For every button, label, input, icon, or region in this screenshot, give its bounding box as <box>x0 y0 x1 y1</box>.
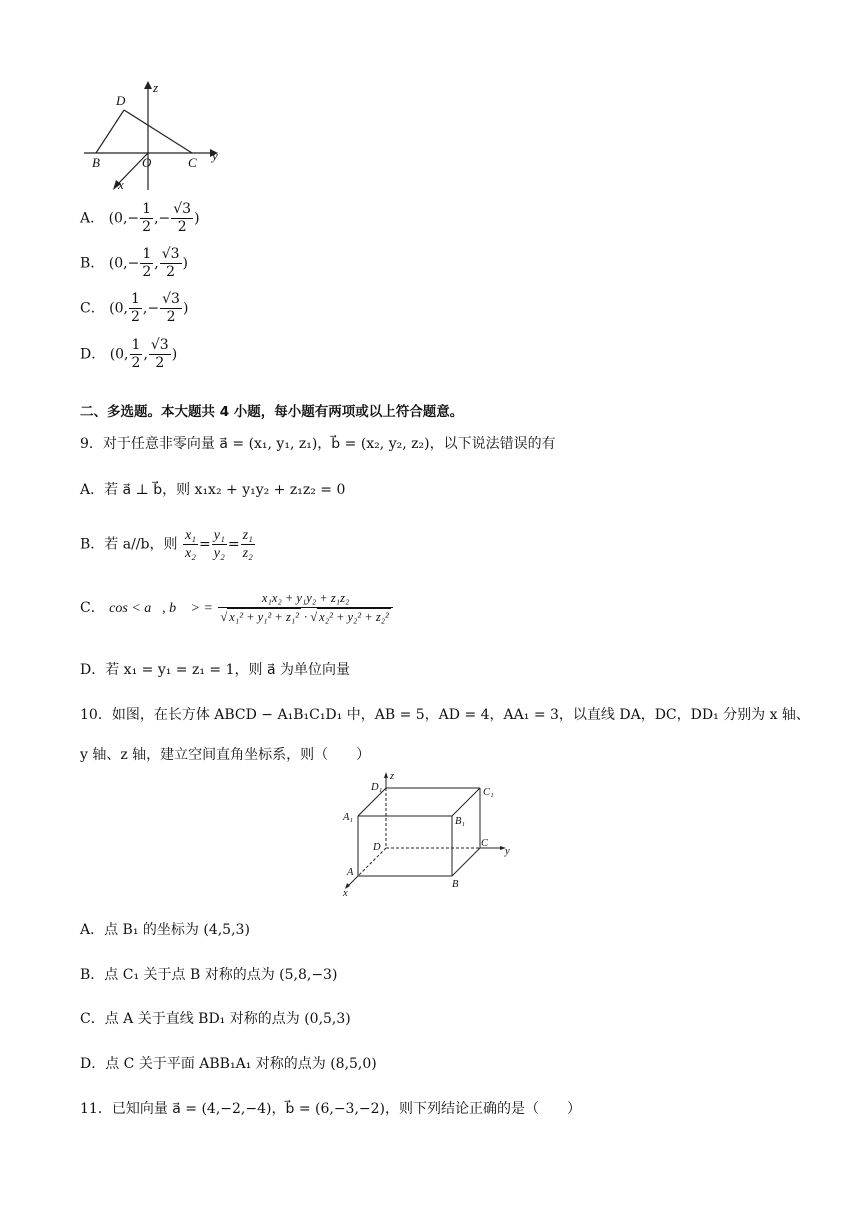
fraction: $\frac{1}{2}$ <box>131 291 140 325</box>
option-letter: A． <box>80 210 105 227</box>
fraction: x₁x₂ + y₁y₂ + z₁z₂ √ x₁² + y₁² + z₁² · √ x₂² + y₂² + z₂² <box>218 590 392 626</box>
option-text: ,− <box>142 300 160 317</box>
option-text: ,− <box>154 210 171 227</box>
label-y: y <box>505 846 510 857</box>
q8-option-a[interactable] <box>80 201 200 236</box>
figure-cuboid <box>338 770 518 898</box>
label-z: z <box>390 771 395 782</box>
figure-axes-bdoc <box>80 78 230 196</box>
q9-option-d[interactable]: D．若 x₁ = y₁ = z₁ = 1，则 a⃗ 为单位向量 <box>80 662 350 678</box>
q8-option-c[interactable] <box>80 291 188 326</box>
label-x: x <box>118 177 124 192</box>
fraction: $\frac{√3}{2}$ <box>173 201 192 235</box>
option-text: (0,− <box>108 210 140 227</box>
label-D1: D₁ <box>371 782 383 793</box>
q10-option-b[interactable]: B．点 C₁ 关于点 B 对称的点为 (5,8,−3) <box>80 967 338 983</box>
label-C1: C₁ <box>483 787 494 798</box>
fraction: $\frac{1}{2}$ <box>142 246 152 280</box>
label-C: C <box>188 155 197 170</box>
option-text: (0, <box>109 346 129 363</box>
option-text: ) <box>171 346 178 363</box>
option-letter: C． <box>80 300 105 317</box>
option-text: , <box>154 255 159 272</box>
q10-option-c[interactable]: C．点 A 关于直线 BD₁ 对称的点为 (0,5,3) <box>80 1011 351 1027</box>
fraction: $\frac{1}{2}$ <box>142 201 152 235</box>
label-D: D <box>373 842 381 853</box>
label-A1: A₁ <box>343 812 354 823</box>
option-text: , <box>143 346 148 363</box>
q8-option-d[interactable] <box>80 337 177 372</box>
q10-stem-line1: 10．如图，在长方体 ABCD − A₁B₁C₁D₁ 中，AB = 5，AD = 4，AA₁ = 3，以直线 DA，DC，DD₁ 分别为 x 轴、 <box>80 707 810 723</box>
label-D: D <box>116 93 126 108</box>
q9-stem: 9．对于任意非零向量 a⃗ = (x₁, y₁, z₁)，b⃗ = (x₂, y₂, z₂)，以下说法错误的有 <box>80 436 556 452</box>
q9-option-c[interactable] <box>80 590 394 626</box>
option-letter: B． <box>80 255 105 272</box>
option-text: (0,− <box>108 255 140 272</box>
fraction: $\frac{\text{y₁}}{\text{y₂}}$ <box>213 528 225 561</box>
label-x: x <box>343 888 348 898</box>
option-letter: C． <box>80 600 105 616</box>
cos-expression: cos < a⃗, b⃗ > = <box>109 601 213 616</box>
option-text: B．若 a//b，则 <box>80 536 178 553</box>
label-B1: B₁ <box>455 816 466 827</box>
q11-stem: 11．已知向量 a⃗ = (4,−2,−4)，b⃗ = (6,−3,−2)，则下列结论正确的是（ ） <box>80 1101 582 1117</box>
option-letter: D． <box>80 346 106 363</box>
label-y: y <box>212 148 218 163</box>
label-B: B <box>92 155 100 170</box>
fraction: $\frac{√3}{2}$ <box>150 337 169 371</box>
q10-stem-line2: y 轴、z 轴，建立空间直角坐标系，则（ ） <box>80 747 371 763</box>
label-B: B <box>452 879 459 890</box>
section-heading: 二、多选题。本大题共 4 小题，每小题有两项或以上符合题意。 <box>80 404 464 420</box>
q10-option-d[interactable]: D．点 C 关于平面 ABB₁A₁ 对称的点为 (8,5,0) <box>80 1056 377 1072</box>
option-text: ) <box>182 300 189 317</box>
option-text: ) <box>194 210 200 227</box>
option-text: ) <box>182 255 188 272</box>
q8-option-b[interactable] <box>80 246 188 281</box>
option-text: (0, <box>109 300 128 317</box>
label-z: z <box>153 80 159 95</box>
fraction: $\frac{\text{z₁}}{\text{z₂}}$ <box>242 528 253 561</box>
q9-option-b[interactable]: B．若 a//b，则 $\frac{\text{x₁}}{\text{x₂}}$ = $\frac{\text{y₁}}{\text{y₂}}$ = $\frac{\text{z₁}}{\text{z₂}}$ <box>80 528 253 561</box>
fraction: $\frac{√3}{2}$ <box>162 291 180 325</box>
label-A: A <box>347 867 354 878</box>
fraction: $\frac{1}{2}$ <box>131 337 141 371</box>
fraction: $\frac{√3}{2}$ <box>161 246 180 280</box>
q10-option-a[interactable]: A．点 B₁ 的坐标为 (4,5,3) <box>80 922 250 938</box>
label-O: O <box>142 155 152 170</box>
fraction: $\frac{\text{x₁}}{\text{x₂}}$ <box>184 528 197 561</box>
label-C: C <box>481 838 489 849</box>
q9-option-a[interactable]: A．若 a⃗ ⊥ b⃗，则 x₁x₂ + y₁y₂ + z₁z₂ = 0 <box>80 482 346 498</box>
